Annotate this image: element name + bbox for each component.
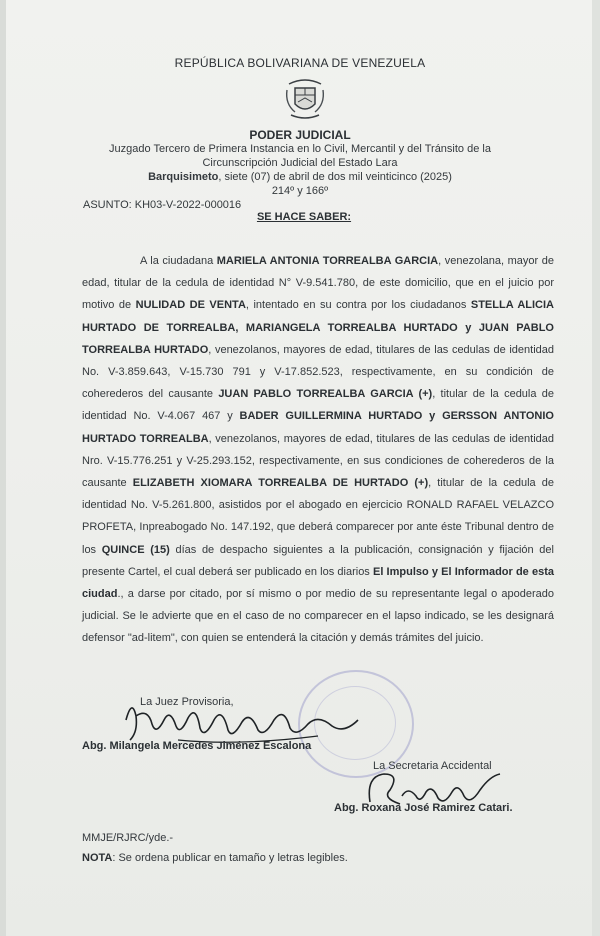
defendant-name: MARIELA ANTONIA TORREALBA GARCIA (216, 255, 439, 267)
heir-names: BADER GUILLERMINA HURTADO y GERSSON ANTONIO HURTADO TORREALBA (82, 410, 554, 445)
court-name (0, 142, 600, 170)
years-line: 214º y 166º (271, 185, 329, 197)
note-label: NOTA (82, 852, 113, 864)
note (82, 852, 348, 864)
body-text: , intentado en su contra por los ciudadanos (245, 299, 471, 312)
body-text: , titular de la cedula de identidad No. V-5.261.800, asistidos por el abogado en ejercicio RONALD RAFAEL VELAZCO PROFETA, Inpreabogado No. 147.192, que deberá comparecer por ante éste Tribunal dentro de los (82, 477, 554, 556)
document-title: SE HACE SABER: (256, 211, 352, 223)
date-line (0, 171, 600, 183)
court-line-2: Circunscripción Judicial del Estado Lara (202, 157, 398, 169)
deadline-days: QUINCE (15) (101, 543, 170, 556)
body-text: , venezolana, mayor de edad, titular de la cedula de identidad N° V-9.541.780, de este domicilio, que en el juicio por motivo de (82, 255, 554, 312)
plaintiff-names: STELLA ALICIA HURTADO DE TORREALBA, MARIANGELA TORREALBA HURTADO y JUAN PABLO TORREALBA HURTADO (82, 299, 554, 356)
secretary-label: La Secretaria Accidental (373, 760, 492, 772)
judge-name: Abg. Milangela Mercedes Jiménez Escalona (82, 740, 312, 752)
newspapers: El Impulso y El Informador de esta ciudad (82, 565, 554, 601)
coat-of-arms-seal-icon (283, 74, 327, 122)
notice-body (82, 250, 554, 650)
court-line-1: Juzgado Tercero de Primera Instancia en lo Civil, Mercantil y del Tránsito de la (109, 143, 491, 155)
body-text: días de despacho siguientes a la publicación, consignación y fijación del presente Cartel, el cual deberá ser publicado en los diarios (82, 543, 554, 578)
body-text: ., a darse por citado, por sí mismo o por medio de su representante legal o apoderado judicial. Se le advierte que en el caso de no comparecer en el lapso indicado, se les designará defensor "ad-litem", con quien se entenderá la citación y demás trámites del juicio. (82, 588, 554, 645)
case-type: NULIDAD DE VENTA (135, 299, 246, 312)
body-text: , venezolanos, mayores de edad, titulares de las cedulas de identidad Nro. V-15.776.251 y V-25.293.152, respectivamente, en sus condiciones de coherederos de la causante (82, 432, 554, 490)
body-text: , titular de la cedula de identidad No. V-4.067 467 y (82, 388, 554, 423)
city: Barquisimeto (148, 171, 219, 183)
notice-paragraph (82, 250, 554, 650)
deceased-name-2: ELIZABETH XIOMARA TORREALBA DE HURTADO (+) (132, 477, 429, 490)
deceased-name: JUAN PABLO TORREALBA GARCIA (+) (218, 388, 433, 401)
case-number: ASUNTO: KH03-V-2022-000016 (83, 199, 242, 211)
note-text: : Se ordena publicar en tamaño y letras legibles. (112, 852, 348, 864)
poder-judicial-heading: PODER JUDICIAL (249, 128, 351, 142)
reference-initials: MMJE/RJRC/yde.- (82, 832, 174, 844)
judge-label: La Juez Provisoria, (140, 696, 234, 708)
republic-heading: REPÚBLICA BOLIVARIANA DE VENEZUELA (174, 56, 426, 70)
date-text: , siete (07) de abril de dos mil veinticinco (2025) (218, 171, 452, 183)
secretary-name: Abg. Roxana José Ramirez Catari. (334, 802, 513, 814)
body-text: A la ciudadana (140, 255, 217, 267)
body-text: , venezolanos, mayores de edad, titulares de las cedulas de identidad No. V-3.859.643, V-15.730 791 y V-17.852.523, respectivamente, en su condición de coherederos del causante (82, 343, 554, 401)
